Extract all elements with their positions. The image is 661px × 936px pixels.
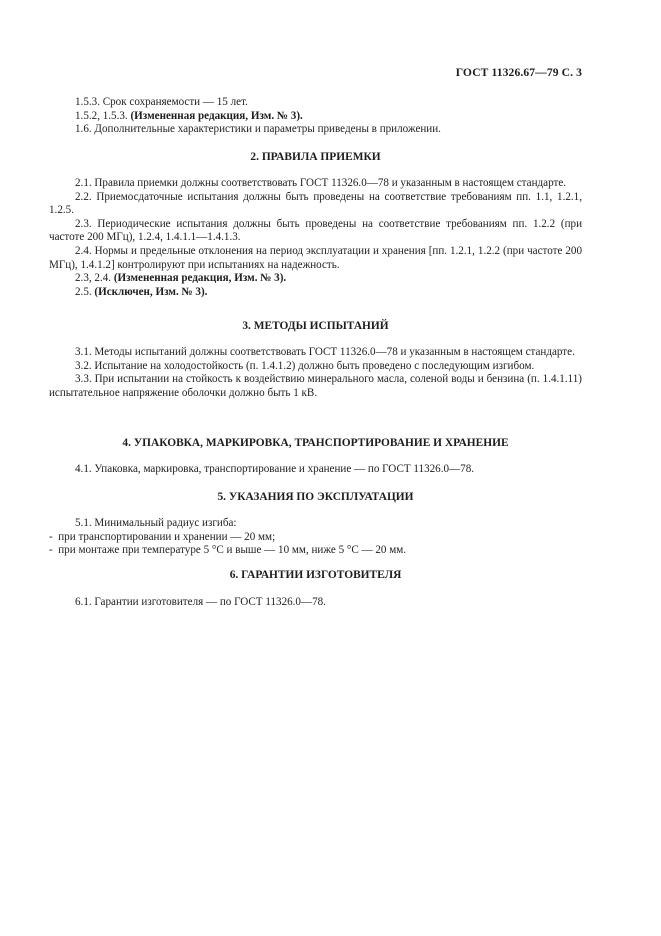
running-head: ГОСТ 11326.67—79 С. 3	[455, 66, 582, 79]
list-item: - при монтаже при температуре 5 °С и выше — 10 мм, ниже 5 °С — 20 мм.	[49, 544, 582, 558]
amendment-ref: 2.3, 2.4.	[75, 272, 112, 285]
amendment-note: (Исключен, Изм. № 3).	[94, 285, 208, 298]
list-item: - при транспортировании и хранении — 20 мм;	[49, 531, 582, 545]
paragraph-3-3: 3.3. При испытании на стойкость к воздействию минерального масла, соленой воды и бензина (п. 1.4.1.11) испытательное напряжение оболочки должно быть 1 кВ.	[49, 373, 582, 399]
section-4-title: 4. УПАКОВКА, МАРКИРОВКА, ТРАНСПОРТИРОВАНИЕ И ХРАНЕНИЕ	[122, 437, 509, 449]
section-4-body	[49, 463, 582, 477]
document-page	[49, 0, 582, 936]
intro-block	[49, 96, 582, 137]
paragraph-amendment-1	[49, 110, 582, 124]
amendment-ref: 1.5.2, 1.5.3.	[75, 109, 128, 122]
paragraph-5-1: 5.1. Минимальный радиус изгиба:	[75, 517, 237, 529]
section-3-body	[49, 346, 582, 400]
paragraph-1-6: 1.6. Дополнительные характеристики и параметры приведены в приложении.	[75, 123, 441, 136]
section-2-title: 2. ПРАВИЛА ПРИЕМКИ	[250, 151, 381, 163]
section-2-body	[49, 177, 582, 299]
bend-radius-list	[49, 531, 582, 558]
amendment-note: (Измененная редакция, Изм. № 3).	[113, 272, 287, 285]
paragraph-4-1: 4.1. Упаковка, маркировка, транспортирование и хранение — по ГОСТ 11326.0—78.	[75, 463, 475, 475]
section-3-title: 3. МЕТОДЫ ИСПЫТАНИЙ	[242, 320, 389, 332]
section-5-title: 5. УКАЗАНИЯ ПО ЭКСПЛУАТАЦИИ	[217, 491, 414, 503]
paragraph-6-1: 6.1. Гарантии изготовителя — по ГОСТ 11326.0—78.	[75, 596, 326, 608]
section-6-body	[49, 596, 582, 610]
amendment-note: (Измененная редакция, Изм. № 3).	[130, 109, 303, 122]
paragraph-amendment-2	[49, 272, 582, 286]
paragraph-2-1: 2.1. Правила приемки должны соответствовать ГОСТ 11326.0—78 и указанным в настоящем стандарте.	[75, 177, 567, 189]
amendment-ref: 2.5.	[75, 285, 92, 298]
paragraph-2-4: 2.4. Нормы и предельные отклонения на период эксплуатации и хранения [пп. 1.2.1, 1.2.2 (при частоте 200 МГц), 1.4.1.2] контролируют при испытаниях на надежность.	[49, 244, 582, 271]
paragraph-2-5	[49, 286, 582, 300]
paragraph-2-2: 2.2. Приемосдаточные испытания должны быть проведены на соответствие требованиям пп. 1.1, 1.2.1, 1.2.5.	[49, 190, 582, 217]
paragraph-1-5-3: 1.5.3. Срок сохраняемости — 15 лет.	[75, 96, 248, 108]
paragraph-2-3: 2.3. Периодические испытания должны быть проведены на соответствие требованиям пп. 1.2.2 (при частоте 200 МГц), 1.2.4, 1.4.1.1—1.4.1.3.	[49, 217, 582, 244]
section-5-body	[49, 517, 582, 558]
paragraph-3-2: 3.2. Испытание на холодостойкость (п. 1.4.1.2) должно быть проведено с последующим изгибом.	[75, 359, 535, 372]
section-6-title: 6. ГАРАНТИИ ИЗГОТОВИТЕЛЯ	[229, 569, 402, 581]
paragraph-3-1: 3.1. Методы испытаний должны соответствовать ГОСТ 11326.0—78 и указанным в настоящем стандарте.	[75, 346, 575, 358]
